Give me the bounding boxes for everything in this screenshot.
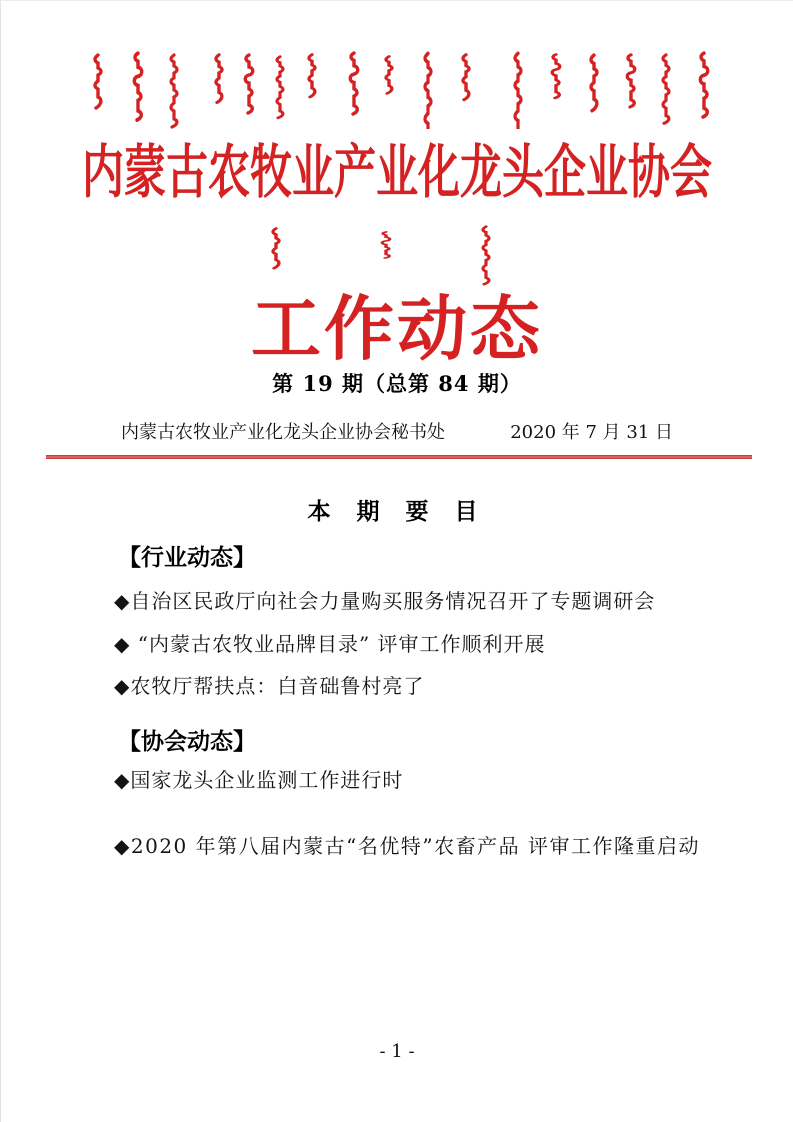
- toc-item: ◆2020 年第八届内蒙古“名优特”农畜产品 评审工作隆重启动: [114, 834, 700, 858]
- toc-item: ◆农牧厅帮扶点：白音础鲁村亮了: [114, 674, 425, 698]
- bulletin-title: 工作动态: [251, 287, 543, 370]
- section-title-industry: 【行业动态】: [118, 545, 256, 571]
- mongolian-script-banner: [81, 51, 726, 129]
- association-title: 内蒙古农牧业产业化龙头企业协会: [81, 138, 712, 206]
- secretariat-name: 内蒙古农牧业产业化龙头企业协会秘书处: [121, 422, 445, 443]
- toc-item: ◆国家龙头企业监测工作进行时: [114, 768, 404, 792]
- issue-number: 第 19 期（总第 84 期）: [272, 371, 522, 396]
- toc-item: ◆ “内蒙古农牧业品牌目录” 评审工作顺利开展: [114, 632, 546, 656]
- byline-row: [121, 418, 673, 444]
- red-divider-rule: [46, 455, 752, 459]
- page-number: - 1 -: [379, 1041, 415, 1062]
- contents-heading: 本 期 要 目: [307, 499, 487, 525]
- toc-item: ◆自治区民政厅向社会力量购买服务情况召开了专题调研会: [114, 589, 656, 613]
- issue-date: 2020 年 7 月 31 日: [510, 422, 673, 443]
- section-title-association: 【协会动态】: [118, 729, 256, 755]
